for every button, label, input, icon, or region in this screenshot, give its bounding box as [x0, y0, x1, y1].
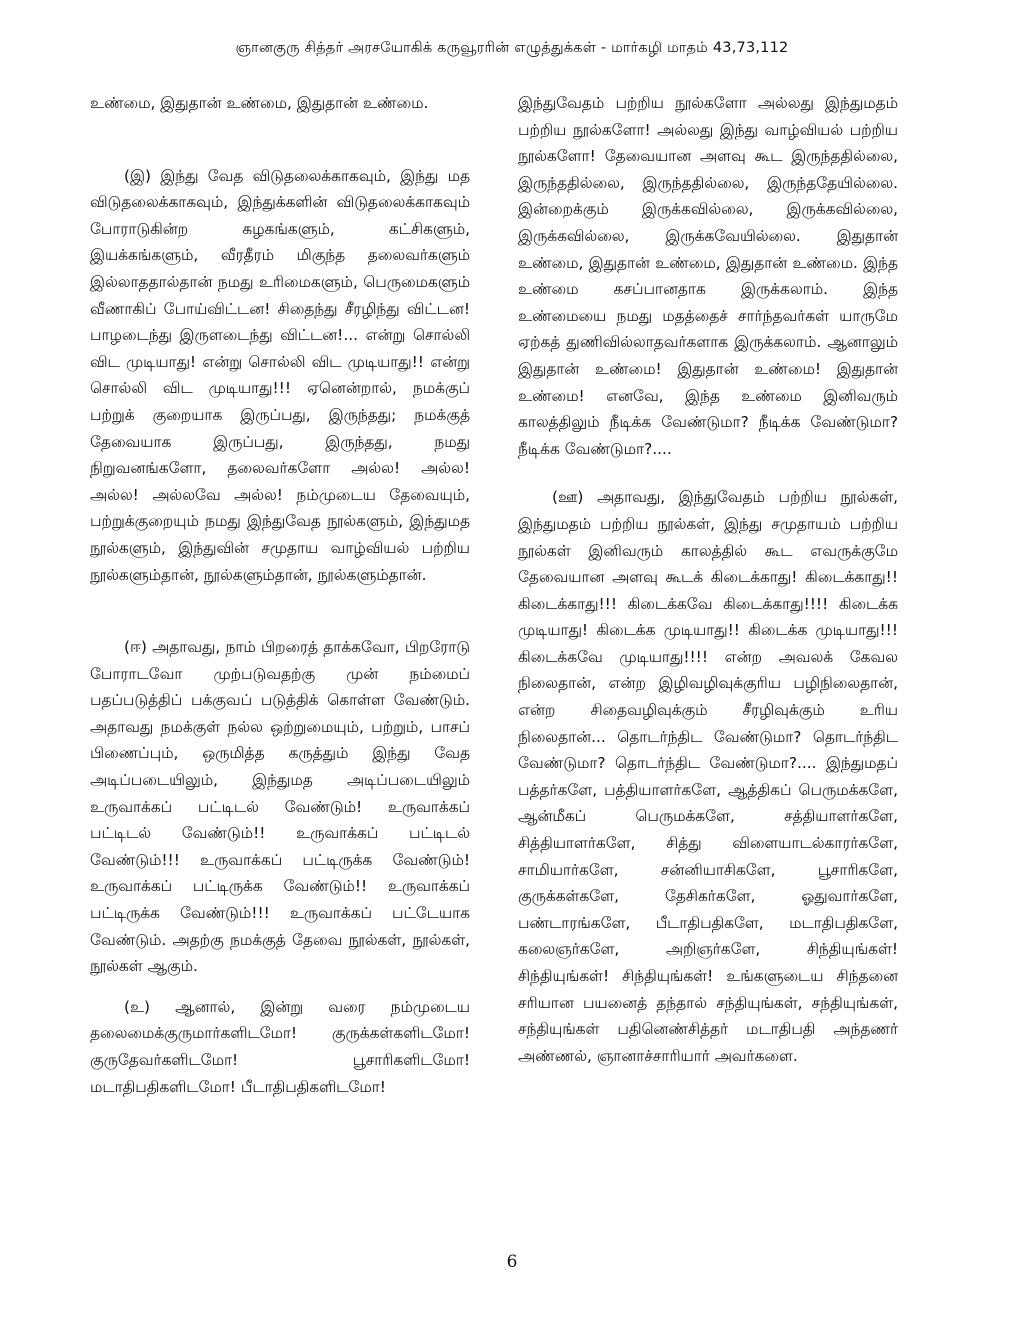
paragraph-continuation: உண்மை, இதுதான் உண்மை, இதுதான் உண்மை.	[90, 94, 429, 112]
paragraph-continuation: இந்துவேதம் பற்றிய நூல்களோ அல்லது இந்துமதம் பற்றிய நூல்களோ! அல்லது இந்து வாழ்வியல் பற்றிய நூல்களோ! தேவையான அளவு கூட இருந்ததில்லை, இருந்ததில்லை, இருந்ததில்லை, இருந்ததேயில்லை. இன்றைக்கும் இருக்கவில்லை, இருக்கவில்லை, இருக்கவில்லை, இருக்கவேயில்லை. இதுதான் உண்மை, இதுதான் உண்மை, இதுதான் உண்மை. இந்த உண்மை கசப்பானதாக இருக்கலாம். இந்த உண்மையை நமது மதத்தைச் சார்ந்தவர்கள் யாருமே ஏற்கத் துணிவில்லாதவர்களாக இருக்கலாம். ஆனாலும் இதுதான் உண்மை! இதுதான் உண்மை! இதுதான் உண்மை! எனவே, இந்த உண்மை இனிவரும் காலத்திலும் நீடிக்க வேண்டுமா? நீடிக்க வேண்டுமா? நீடிக்க வேண்டுமா?....	[518, 94, 898, 458]
paragraph-gap	[90, 117, 470, 163]
paragraph-gap	[90, 588, 470, 634]
page-number: 6	[506, 1252, 518, 1272]
paragraph-uu: (ஊ) அதாவது, இந்துவேதம் பற்றிய நூல்கள், இந்துமதம் பற்றிய நூல்கள், இந்து சமுதாயம் பற்றிய நூல்கள் இனிவரும் காலத்தில் கூட எவருக்குமே தேவையான அளவு கூடக் கிடைக்காது! கிடைக்காது!! கிடைக்காது!!! கிடைக்கவே கிடைக்காது!!!! கிடைக்க முடியாது! கிடைக்க முடியாது!! கிடைக்க முடியாது!!! கிடைக்கவே முடியாது!!!! என்ற அவலக் கேவல நிலைதான், என்ற இழிவழிவுக்குரிய பழிநிலைதான், என்ற சிதைவழிவுக்கும் சீரழிவுக்கும் உரிய நிலைதான்... தொடர்ந்திட வேண்டுமா? தொடர்ந்திட வேண்டுமா? தொடர்ந்திட வேண்டுமா?.... இந்துமதப் பத்தர்களே, பத்தியாளர்களே, ஆத்திகப் பெருமக்களே, ஆன்மீகப் பெருமக்களே, சத்தியாளர்களே, சித்தியாளர்களே, சித்து விளையாடல்காரர்களே, சாமியார்களே, சன்னியாசிகளே, பூசாரிகளே, குருக்கள்களே, தேசிகர்களே, ஓதுவார்களே, பண்டாரங்களே, பீடாதிபதிகளே, மடாதிபதிகளே, கலைஞர்களே, அறிஞர்களே, சிந்தியுங்கள்! சிந்தியுங்கள்! சிந்தியுங்கள்! உங்களுடைய சிந்தனை சரியான பயனைத் தந்தால் சந்தியுங்கள், சந்தியுங்கள், சந்தியுங்கள் பதினெண்சித்தர் மடாதிபதி அந்தணர் அண்ணல், ஞானாச்சாரியார் அவர்களை.	[518, 488, 898, 1065]
paragraph-gap	[90, 980, 470, 994]
paragraph-gap	[518, 462, 898, 484]
paragraph-i: (இ) இந்து வேத விடுதலைக்காகவும், இந்து மத விடுதலைக்காகவும், இந்துக்களின் விடுதலைக்காகவும் போராடுகின்ற கழகங்களும், கட்சிகளும், இயக்கங்களும், வீரதீரம் மிகுந்த தலைவர்களும் இல்லாததால்தான் நமது உரிமைகளும், பெருமைகளும் வீணாகிப் போய்விட்டன! சிதைந்து சீரழிந்து விட்டன! பாழடைந்து இருளடைந்து விட்டன!... என்று சொல்லி விட முடியாது! என்று சொல்லி விட முடியாது!! என்று சொல்லி விட முடியாது!!! ஏனென்றால், நமக்குப் பற்றுக் குறையாக இருப்பது, இருந்தது; நமக்குத் தேவையாக இருப்பது, இருந்தது, நமது நிறுவனங்களோ, தலைவர்களோ அல்ல! அல்ல! அல்ல! அல்லவே அல்ல! நம்முடைய தேவையும், பற்றுக்குறையும் நமது இந்துவேத நூல்களும், இந்துமத நூல்களும், இந்துவின் சமுதாய வாழ்வியல் பற்றிய நூல்களும்தான், நூல்களும்தான், நூல்களும்தான்.	[90, 166, 470, 584]
paragraph-u: (உ) ஆனால், இன்று வரை நம்முடைய தலைமைக்குருமார்களிடமோ! குருக்கள்களிடமோ! குருதேவர்களிடமோ! பூசாரிகளிடமோ! மடாதிபதிகளிடமோ! பீடாதிபதிகளிடமோ!	[90, 997, 470, 1096]
left-column	[90, 90, 470, 1100]
right-column	[518, 90, 898, 1069]
running-header: ஞானகுரு சித்தர் அரசயோகிக் கருவூரரின் எழுத்துக்கள் - மார்கழி மாதம் 43,73,112	[235, 40, 789, 56]
paragraph-ii: (ஈ) அதாவது, நாம் பிறரைத் தாக்கவோ, பிறரோடு போராடவோ முற்படுவதற்கு முன் நம்மைப் பதப்படுத்திப் பக்குவப் படுத்திக் கொள்ள வேண்டும். அதாவது நமக்குள் நல்ல ஒற்றுமையும், பற்றும், பாசப் பிணைப்பும், ஒருமித்த கருத்தும் இந்து வேத அடிப்படையிலும், இந்துமத அடிப்படையிலும் உருவாக்கப் பட்டிடல் வேண்டும்! உருவாக்கப் பட்டிடல் வேண்டும்!! உருவாக்கப் பட்டிடல் வேண்டும்!!! உருவாக்கப் பட்டிருக்க வேண்டும்! உருவாக்கப் பட்டிருக்க வேண்டும்!! உருவாக்கப் பட்டிருக்க வேண்டும்!!! உருவாக்கப் பட்டேயாக வேண்டும். அதற்கு நமக்குத் தேவை நூல்கள், நூல்கள், நூல்கள் ஆகும்.	[90, 638, 470, 976]
